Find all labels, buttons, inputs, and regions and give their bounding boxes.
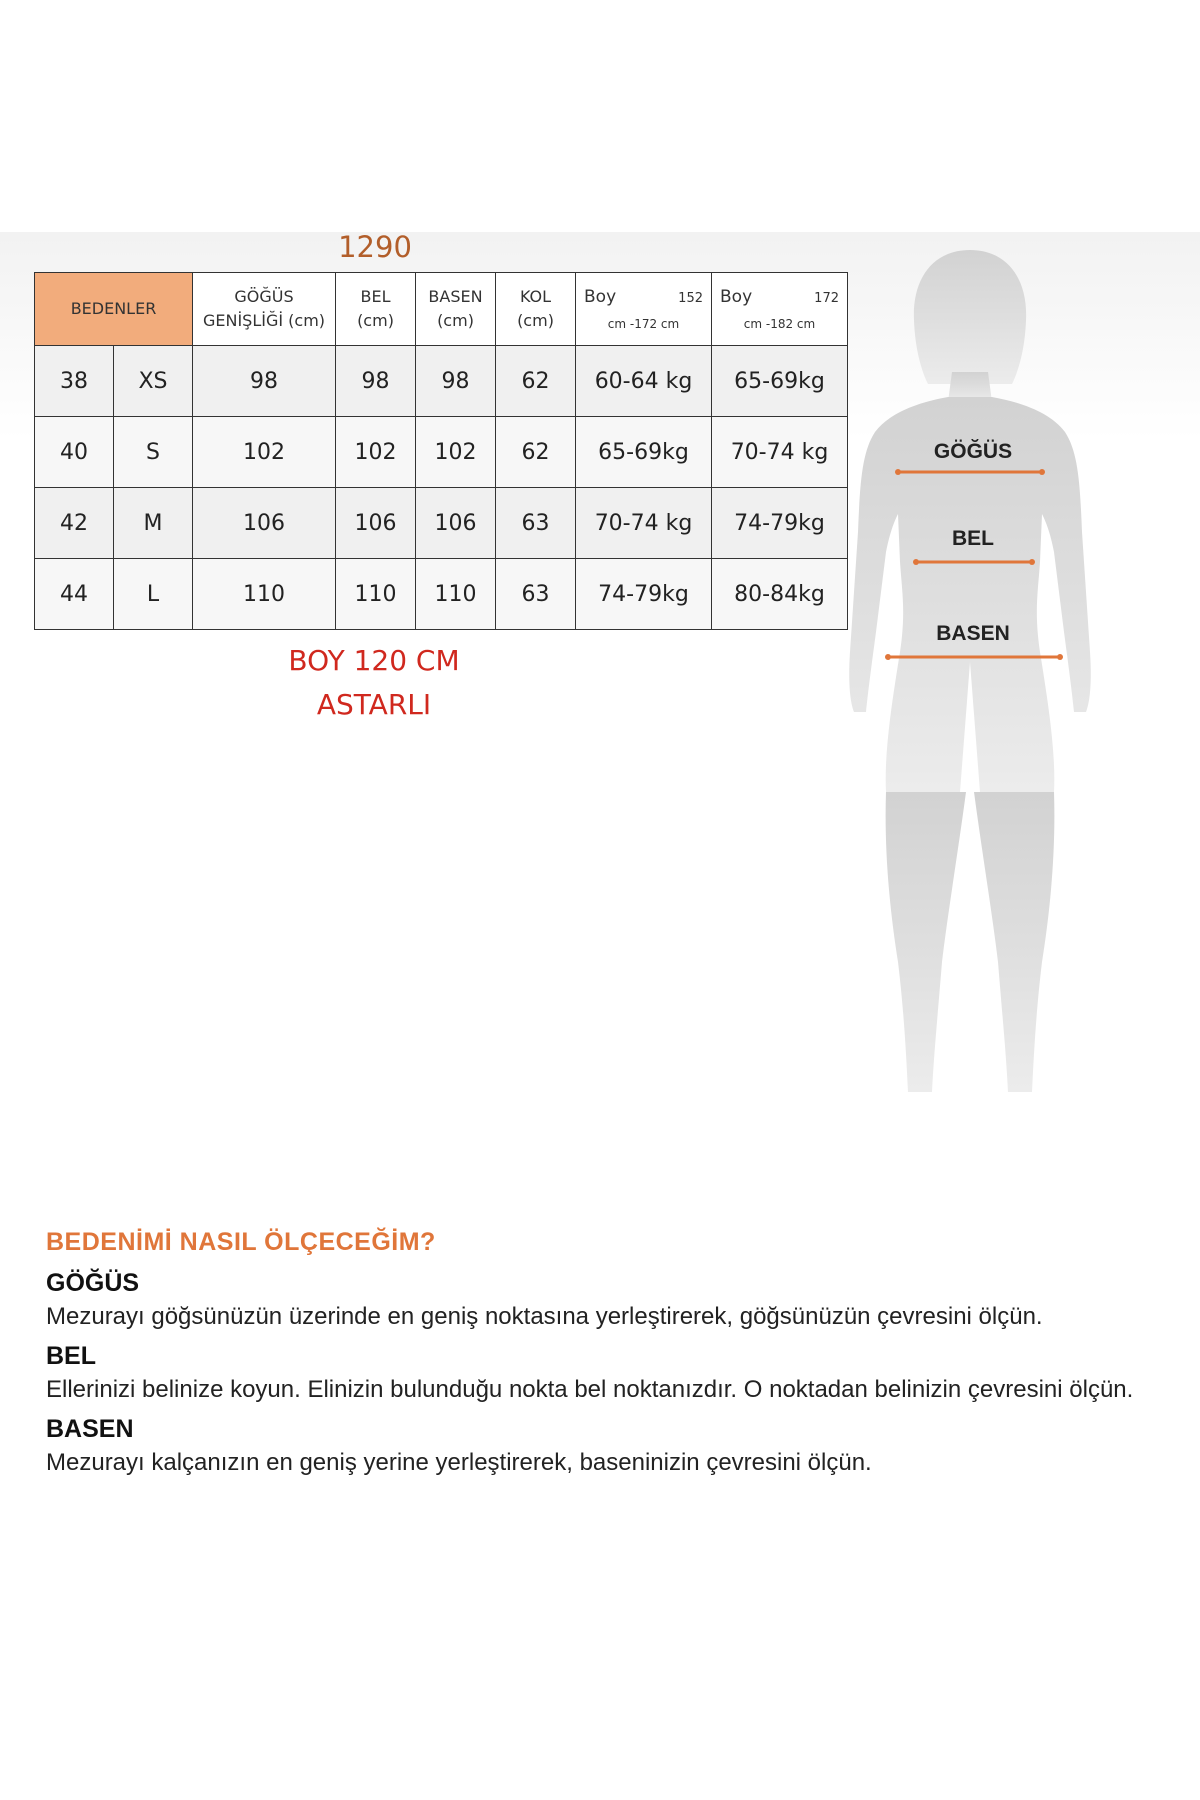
header-gogus [193, 273, 336, 346]
guide-basen-heading: BASEN [46, 1415, 134, 1443]
cell-size-num: 44 [35, 559, 114, 630]
header-boy2-range: cm -182 cm [743, 317, 816, 331]
body-silhouette [820, 232, 1120, 1132]
table-row [35, 346, 848, 417]
cell-gogus: 98 [193, 346, 336, 417]
cell-size-letter: L [114, 559, 193, 630]
header-bedenler: BEDENLER [35, 273, 193, 346]
header-kol-line2: (cm) [517, 311, 554, 330]
cell-bel: 110 [336, 559, 416, 630]
cell-boy2: 65-69kg [712, 346, 848, 417]
cell-bel: 106 [336, 488, 416, 559]
guide-title: BEDENİMİ NASIL ÖLÇECEĞİM? [46, 1228, 436, 1256]
cell-boy1: 74-79kg [576, 559, 712, 630]
cell-basen: 102 [416, 417, 496, 488]
cell-size-num: 38 [35, 346, 114, 417]
table-row [35, 488, 848, 559]
table-header-row [35, 273, 848, 346]
header-bel-line2: (cm) [357, 311, 394, 330]
cell-boy1: 60-64 kg [576, 346, 712, 417]
figure-label-gogus: GÖĞÜS [933, 440, 1013, 463]
cell-kol: 62 [496, 346, 576, 417]
silhouette-shape [849, 250, 1091, 1092]
cell-kol: 63 [496, 488, 576, 559]
header-kol-line1: KOL [519, 287, 552, 306]
cell-boy1: 65-69kg [576, 417, 712, 488]
cell-kol: 63 [496, 559, 576, 630]
cell-boy2: 74-79kg [712, 488, 848, 559]
guide-gogus-text: Mezurayı göğsünüzün üzerinde en geniş noktasına yerleştirerek, göğsünüzün çevresini ölçün. [46, 1303, 1043, 1330]
header-boy2-num: 172 [814, 291, 839, 306]
header-bel [336, 273, 416, 346]
table-row [35, 417, 848, 488]
measurement-guide [46, 1228, 1156, 1488]
header-boy2-label: Boy [720, 287, 753, 307]
cell-size-letter: M [114, 488, 193, 559]
lining-note: ASTARLI [316, 688, 432, 721]
figure-label-bel: BEL [952, 527, 994, 550]
table-row [35, 559, 848, 630]
header-basen [416, 273, 496, 346]
size-table [34, 272, 848, 630]
cell-size-letter: XS [114, 346, 193, 417]
guide-bel-text: Ellerinizi belinize koyun. Elinizin bulunduğu nokta bel noktanızdır. O noktadan belinizin çevresini ölçün. [46, 1376, 1134, 1403]
header-boy1-num: 152 [678, 291, 703, 306]
cell-boy2: 70-74 kg [712, 417, 848, 488]
header-bel-line1: BEL [360, 287, 391, 306]
header-gogus-line1: GÖĞÜS [234, 287, 294, 306]
cell-basen: 106 [416, 488, 496, 559]
cell-basen: 98 [416, 346, 496, 417]
header-boy1-label: Boy [584, 287, 617, 307]
header-boy1-range: cm -172 cm [607, 317, 680, 331]
header-gogus-line2: GENİŞLİĞİ (cm) [202, 311, 326, 330]
cell-gogus: 102 [193, 417, 336, 488]
cell-size-num: 42 [35, 488, 114, 559]
cell-boy1: 70-74 kg [576, 488, 712, 559]
header-basen-line2: (cm) [437, 311, 474, 330]
header-boy-152 [576, 273, 712, 346]
cell-bel: 102 [336, 417, 416, 488]
cell-basen: 110 [416, 559, 496, 630]
cell-gogus: 106 [193, 488, 336, 559]
cell-bel: 98 [336, 346, 416, 417]
figure-label-basen: BASEN [936, 622, 1010, 645]
header-basen-line1: BASEN [428, 287, 483, 306]
cell-size-letter: S [114, 417, 193, 488]
product-code: 1290 [338, 230, 412, 264]
guide-bel-heading: BEL [46, 1342, 96, 1370]
cell-size-num: 40 [35, 417, 114, 488]
cell-boy2: 80-84kg [712, 559, 848, 630]
cell-kol: 62 [496, 417, 576, 488]
guide-basen-text: Mezurayı kalçanızın en geniş yerine yerleştirerek, baseninizin çevresini ölçün. [46, 1449, 872, 1476]
header-kol [496, 273, 576, 346]
guide-gogus-heading: GÖĞÜS [46, 1269, 140, 1297]
cell-gogus: 110 [193, 559, 336, 630]
length-note: BOY 120 CM [288, 644, 460, 677]
